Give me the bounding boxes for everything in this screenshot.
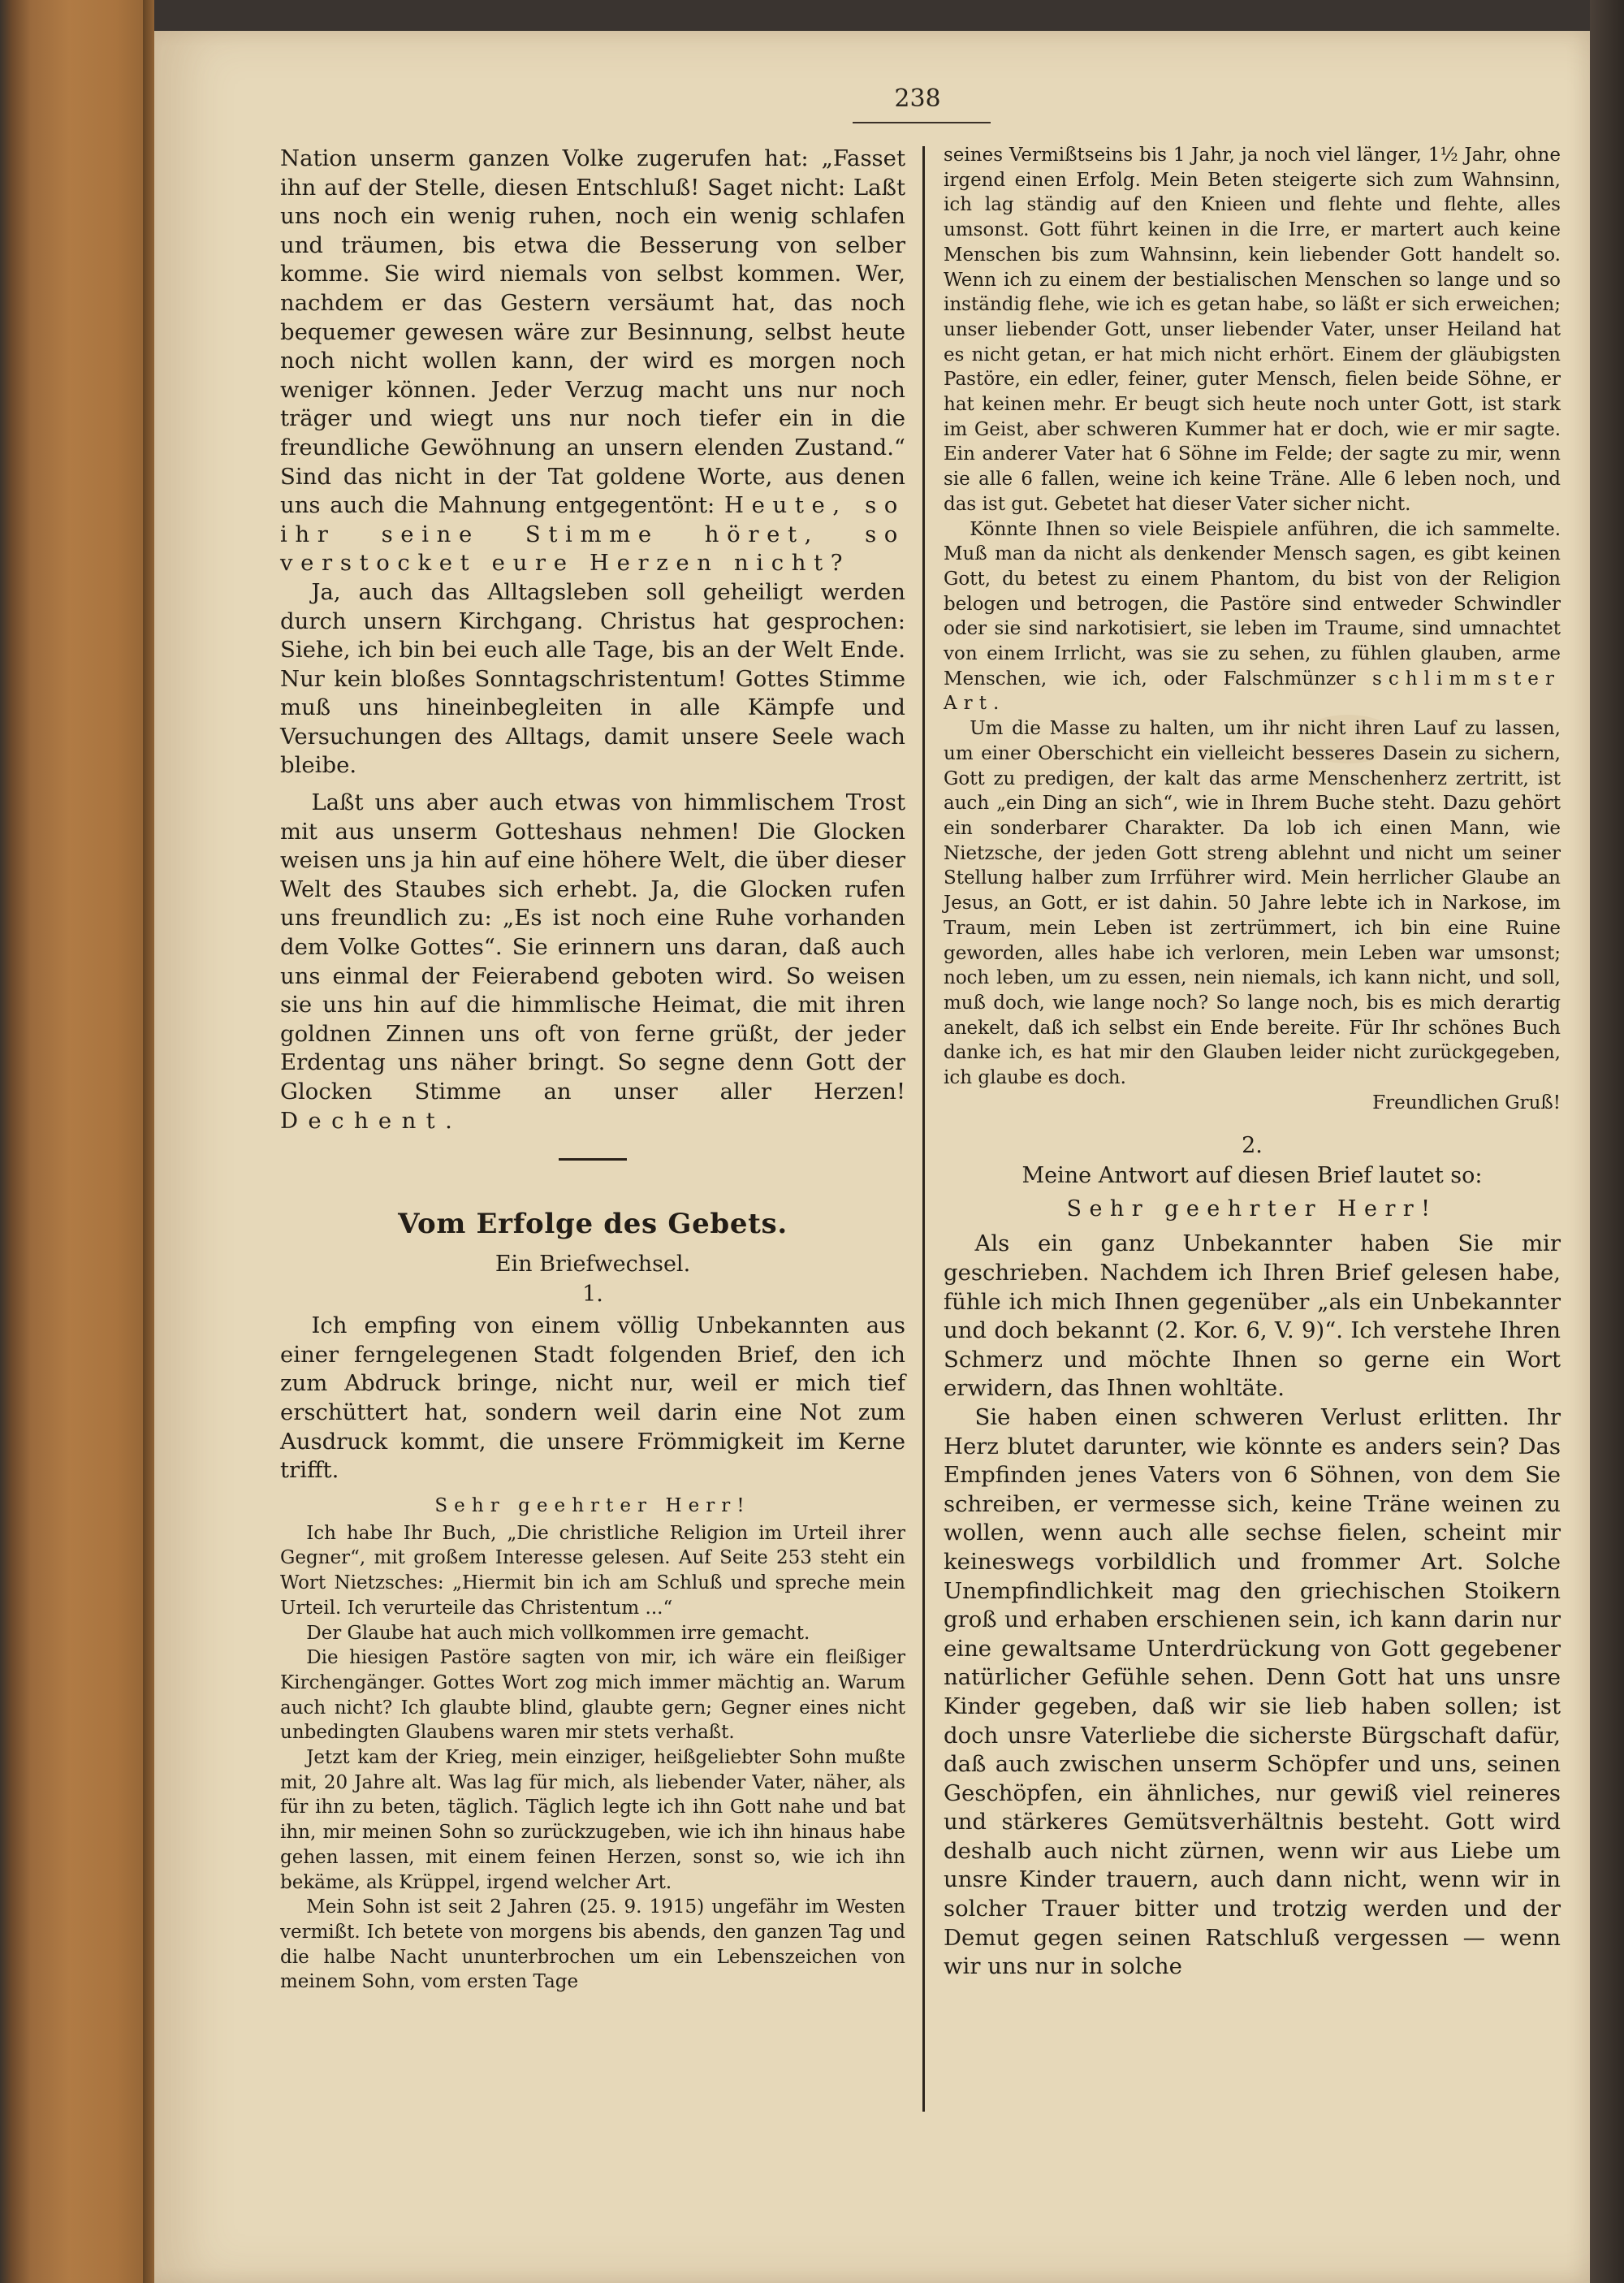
letter-salutation: Sehr geehrter Herr!: [434, 1494, 751, 1516]
paragraph: [280, 789, 905, 1135]
letter-number: 2.: [1242, 1133, 1263, 1159]
letter-paragraph: Mein Sohn ist seit 2 Jahren (25. 9. 1915) ungefähr im Westen vermißt. Ich betete von morgens bis abends, den ganzen Tag und die halbe Nacht ununterbrochen um ein Lebenszeichen von meinem Sohn, vom ersten Tage: [280, 1896, 905, 1993]
right-column: [944, 143, 1561, 1982]
paragraph: [280, 145, 905, 578]
letter-paragraph: Die hiesigen Pastöre sagten von mir, ich wäre ein fleißiger Kirchengänger. Gottes Wort zog mich immer mächtig an. Warum auch nicht? Ich glaubte blind, glaubte gern; Gegner eines nicht unbedingten Glaubens waren mir stets verhaßt.: [280, 1647, 905, 1744]
left-column: [280, 145, 905, 1995]
answer-salutation: Sehr geehrter Herr!: [1066, 1196, 1438, 1222]
letter-paragraph: Der Glaube hat auch mich vollkommen irre gemacht.: [306, 1622, 810, 1644]
book-page-edges: [0, 0, 154, 2283]
section-subheading: Ein Briefwechsel.: [495, 1252, 691, 1278]
letter-closing: Freundlichen Gruß!: [1372, 1092, 1561, 1113]
emphasized-text: schlimmster Art.: [944, 668, 1561, 715]
page-number: 238: [894, 84, 941, 113]
paragraph: Sie haben einen schweren Verlust erlitten. Ihr Herz blutet darunter, wie könnte es anders sein? Das Empfinden jenes Vaters von 6 Söhnen, von dem Sie schreiben, er vermesse sich, keine Träne weinen zu wollen, wenn auch alle sechse fielen, scheint mir keineswegs vorbildlich und frommer Art. Solche Unempfindlichkeit mag den griechischen Stoikern groß und erhaben erschienen sein, ich kann darin nur eine gewaltsame Unterdrückung von Gott gegebener natürlicher Gefühle sehen. Denn Gott hat uns unsre Kinder gegeben, daß wir sie lieb haben sollen; ist doch unsre Vaterliebe die sicherste Bürgschaft dafür, daß auch zwischen unserm Schöpfer und uns, seinen Geschöpfen, ein ähnliches, nur gewiß viel reineres und stärkeres Gemütsverhältnis besteht. Gott wird deshalb auch nicht zürnen, wenn wir aus Liebe um unsre Kinder trauern, auch dann nicht, wenn wir in solcher Trauer bitter und trotzig werden und der Demut gegen seinen Ratschluß vergessen — wenn wir uns nur in solche: [944, 1403, 1561, 1980]
emphasized-text: Heute, so ihr seine Stimme höret, so verstocket eure Herzen nicht?: [280, 492, 905, 577]
paragraph: Ich empfing von einem völlig Unbekannten aus einer ferngelegenen Stadt folgenden Brief, den ich zum Abdruck bringe, nicht nur, weil er mich tief erschüttert hat, sondern weil darin eine Not zum Ausdruck kommt, die unsere Frömmigkeit im Kerne trifft.: [280, 1312, 905, 1484]
letter-paragraph: Jetzt kam der Krieg, mein einziger, heißgeliebter Sohn mußte mit, 20 Jahre alt. Was lag für mich, als liebender Vater, näher, als für ihn zu beten, täglich. Täglich legte ich ihn Gott nahe und bat ihn, mir meinen Sohn so zurückzugeben, wie ich ihn hinaus habe gehen lassen, mit einem feinen Herzen, sonst so, wie ich ihn bekäme, als Krüppel, irgend welcher Art.: [280, 1747, 905, 1893]
column-divider: [922, 146, 925, 2112]
section-heading: Vom Erfolge des Gebets.: [398, 1208, 788, 1241]
paragraph: Ja, auch das Alltagsleben soll geheiligt werden durch unsern Kirchgang. Christus hat gesprochen: Siehe, ich bin bei euch alle Tage, bis an der Welt Ende. Nur kein bloßes Sonntagschristentum! Gottes Stimme muß uns hineinbegleiten in alle Kämpfe und Versuchungen des Alltags, damit unsere Seele wach bleibe.: [280, 578, 905, 779]
page-number-underline: [853, 122, 991, 123]
section-divider: [559, 1158, 627, 1161]
letter-paragraph: Ich habe Ihr Buch, „Die christliche Religion im Urteil ihrer Gegner“, mit großem Interesse gelesen. Auf Seite 253 steht ein Wort Nietzsches: „Hiermit bin ich am Schluß und spreche mein Urteil. Ich verurteile das Christentum ...“: [280, 1522, 905, 1619]
answer-intro: Meine Antwort auf diesen Brief lautet so:: [1021, 1163, 1483, 1189]
signature: Dechent.: [280, 1107, 463, 1134]
paragraph-text: Laßt uns aber auch etwas von himmlischem Trost mit aus unserm Gotteshaus nehmen! Die Glocken weisen uns ja hin auf eine höhere Welt, die über dieser Welt des Staubes sich erhebt. Ja, die Glocken rufen uns freundlich zu: „Es ist noch eine Ruhe vorhanden dem Volke Gottes“. Sie erinnern uns daran, daß auch uns einmal der Feierabend geboten wird. So weisen sie uns hin auf die himmlische Heimat, die mit ihren goldnen Zinnen uns oft von ferne grüßt, der jeder Erdentag uns näher bringt. So segne denn Gott der Glocken Stimme an unser aller Herzen!: [280, 789, 905, 1105]
paragraph: Als ein ganz Unbekannter haben Sie mir geschrieben. Nachdem ich Ihren Brief gelesen habe, fühle ich mich Ihnen gegenüber „als ein Unbekannter und doch bekannt (2. Kor. 6, V. 9)“. Ich verstehe Ihren Schmerz und möchte Ihnen so gerne ein Wort erwidern, das Ihnen wohltäte.: [944, 1230, 1561, 1402]
letter-paragraph: [944, 517, 1561, 717]
paragraph-text: Könnte Ihnen so viele Beispiele anführen, die ich sammelte. Muß man da nicht als denkender Mensch sagen, es gibt keinen Gott, du betest zu einem Phantom, du bist von der Religion belogen und betrogen, die Pastöre sind entweder Schwindler oder sie sind narkotisiert, sie leben im Traume, sind umnachtet von einem Irrlicht, was sie zu sehen, zu fühlen glauben, arme Menschen, wie ich, oder Falschmünzer: [944, 518, 1561, 690]
letter-paragraph: seines Vermißtseins bis 1 Jahr, ja noch viel länger, 1½ Jahr, ohne irgend einen Erfolg. Mein Beten steigerte sich zum Wahnsinn, ich lag ständig auf den Knieen und flehte und flehte, alles umsonst. Gott führt keinen in die Irre, er martert auch keine Menschen bis zum Wahnsinn, kein liebender Gott handelt so. Wenn ich zu einem der bestialischen Menschen so lange und so inständig flehe, wie ich es getan habe, so läßt er sich erweichen; unser liebender Gott, unser liebender Vater, unser Heiland hat es nicht getan, er hat mich nicht erhört. Einem der gläubigsten Pastöre, ein edler, feiner, guter Mensch, fielen beide Söhne, er hat keinen mehr. Er beugt sich heute noch unter Gott, ist stark im Geist, aber schweren Kummer hat er doch, wie er mir sagte. Ein anderer Vater hat 6 Söhne im Felde; der sagte zu mir, wenn sie alle 6 fallen, weine ich keine Träne. Alle 6 leben noch, und das ist gut. Gebetet hat dieser Vater sicher nicht.: [944, 145, 1561, 515]
paragraph-text: Nation unserm ganzen Volke zugerufen hat: „Fasset ihn auf der Stelle, diesen Entschluß! Saget nicht: Laßt uns noch ein wenig ruhen, noch ein wenig schlafen und träumen, bis etwa die Besserung von selber komme. Sie wird niemals von selbst kommen. Wer, nachdem er das Gestern versäumt hat, das noch bequemer gewesen wäre zur Besinnung, selbst heute noch nicht wollen kann, der wird es morgen noch weniger können. Jeder Verzug macht uns nur noch träger und wiegt uns nur noch tiefer ein in die freundliche Gewöhnung an unsern elenden Zustand.“ Sind das nicht in der Tat goldene Worte, aus denen uns auch die Mahnung entgegentönt:: [280, 145, 905, 519]
letter-paragraph: Um die Masse zu halten, um ihr nicht ihren Lauf zu lassen, um einer Oberschicht ein vielleicht besseres Dasein zu sichern, Gott zu predigen, der kalt das arme Menschenherz zertritt, ist auch „ein Ding an sich“, wie in Ihrem Buche steht. Dazu gehört ein sonderbarer Charakter. Da lob ich einen Mann, wie Nietzsche, der jeden Gott streng ablehnt und nicht um seiner Stellung halber zum Irrführer wird. Mein herrlicher Glaube an Jesus, an Gott, er ist dahin. 50 Jahre lebte ich in Narkose, im Traum, mein Leben ist zertrümmert, ich bin eine Ruine geworden, alles habe ich verloren, mein Leben war umsonst; noch leben, um zu essen, nein niemals, ich kann nicht, und soll, muß doch, wie lange noch? So lange noch, bis es mich derartig anekelt, daß ich selbst ein Ende bereite. Für Ihr schönes Buch danke ich, es hat mir den Glauben leider nicht zurückgegeben, ich glaube es doch.: [944, 718, 1561, 1089]
right-shadow: [1590, 0, 1624, 2283]
letter-number: 1.: [582, 1282, 603, 1308]
